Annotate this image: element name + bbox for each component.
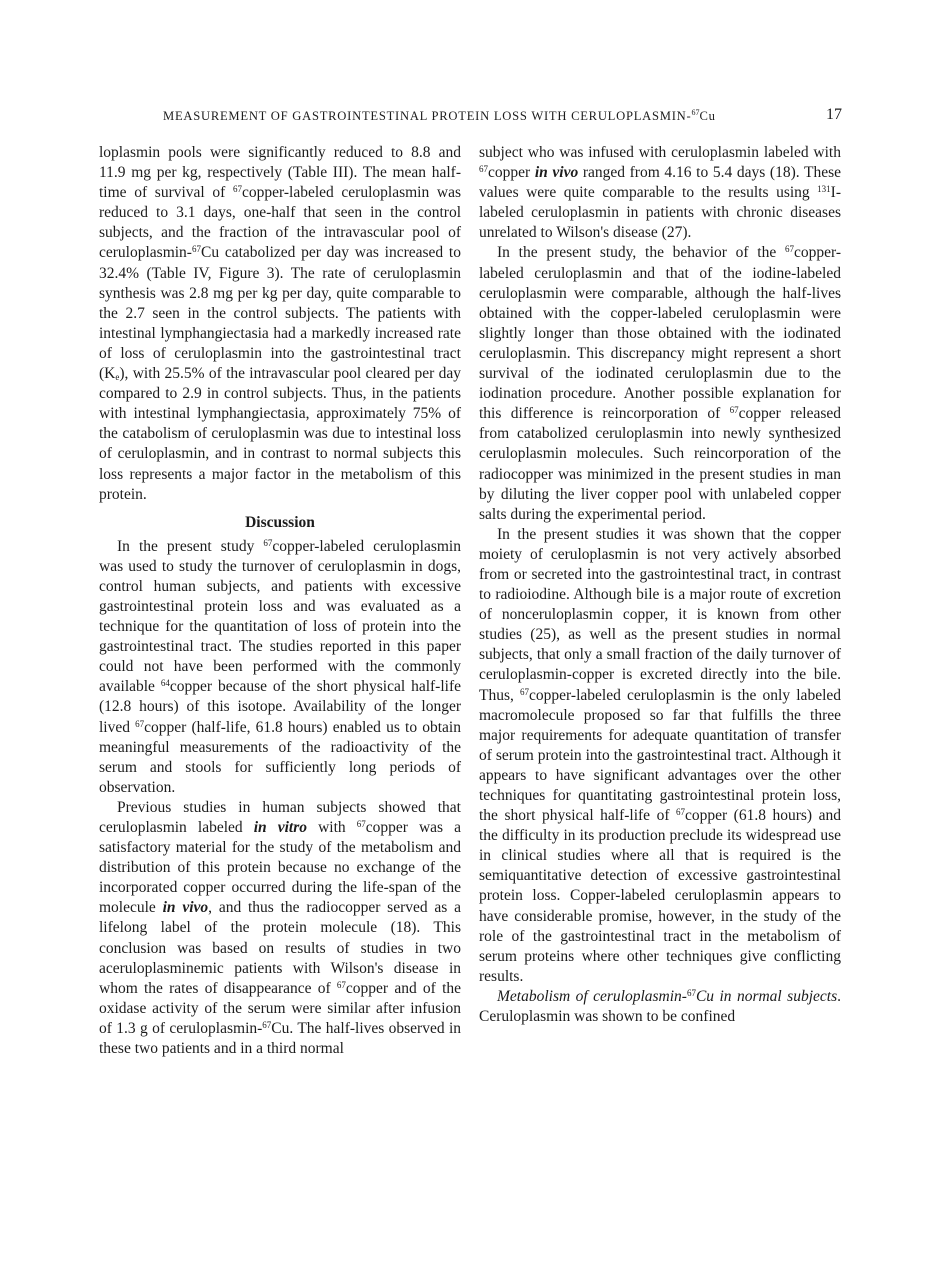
paragraph (99, 143, 461, 505)
superscript: 131 (817, 184, 831, 195)
paragraph (479, 987, 841, 1027)
paragraph (99, 537, 461, 798)
superscript: 67 (691, 108, 700, 117)
text-run: . Ceruloplasmin was shown to be confined (479, 987, 841, 1026)
superscript: 67 (135, 718, 145, 729)
superscript: 67 (356, 819, 366, 829)
text-run: copper was a satisfactory material for the study of the metabolism and distribution of this protein because no exchange of the incorporated copper occurred during the life-span of the molecule (99, 819, 462, 917)
paragraph (479, 243, 841, 524)
text-run: subject who was infused with ceruloplasmin labeled with (479, 144, 841, 161)
superscript: 67 (191, 244, 201, 255)
superscript: 67 (784, 244, 794, 255)
text-run: Previous studies in human subjects showed that ceruloplasmin labeled (99, 798, 461, 836)
running-title (163, 109, 716, 124)
text-run: Cu. The half-lives observed in these two patients and in a third normal (99, 1019, 461, 1058)
superscript: 67 (520, 686, 530, 697)
text-run: copper-labeled ceruloplasmin and that of the iodine-labeled ceruloplasmin were comparable, although the half-lives obtained with the copper-labeled ceruloplasmin were slightly longer than those obtained with the iodinated ceruloplasmin. This discrepancy might represent a short survival of the iodinated ceruloplasmin due to the iodination procedure. Another possible explanation for this difference is reincorporation of (479, 244, 841, 423)
superscript: 64 (160, 678, 170, 689)
text-run: copper (half-life, 61.8 hours) enabled us to obtain meaningful measurements of the radioactivity of the serum and stools for sufficiently long periods of observation. (99, 718, 461, 796)
running-title-text: MEASUREMENT OF GASTROINTESTINAL PROTEIN LOSS WITH CERULOPLASMIN- (163, 109, 692, 123)
text-run: I-labeled ceruloplasmin in patients with chronic diseases unrelated to Wilson's disease (27). (479, 184, 841, 242)
text-run: In the present study, the behavior of the (497, 244, 785, 262)
text-run: copper and of the oxidase activity of the serum were similar after infusion of 1.3 g of ceruloplasmin- (99, 979, 462, 1037)
text-run: copper because of the short physical half-life (12.8 hours) of this isotope. Availability of the longer lived (99, 678, 461, 736)
left-column (99, 143, 461, 1059)
paragraph (479, 143, 841, 243)
paragraph (479, 525, 841, 987)
text-run: ranged from 4.16 to 5.4 days (18). These values were quite comparable to the results using (479, 164, 841, 202)
text-run: In the present studies it was shown that the copper moiety of ceruloplasmin is not very actively absorbed from or secreted into the gastrointestinal tract, in contrast to radioiodine. Although bile is a major route of excretion of nonceruloplasmin copper, it is known from other studies (25), as well as the present studies in normal subjects, that only a small fraction of the daily turnover of ceruloplasmin-copper is excreted directly into the bile. Thus, (479, 525, 841, 704)
text-run: copper (61.8 hours) and the difficulty in its production preclude its widespread use in clinical studies where all that is required is the semiquantitative detection of excessive gastrointestinal protein loss. Copper-labeled ceruloplasmin appears to have considerable promise, however, in the study of the role of the gastrointestinal tract in the metabolism of serum proteins where other techniques give conflicting results. (479, 807, 841, 985)
superscript: 67 (729, 405, 739, 416)
text-run: Cu catabolized per day was increased to 32.4% (Table IV, Figure 3). The rate of ceruloplasmin synthesis was 2.8 mg per kg per day, quite comparable to the 2.7 seen in the control subjects. The patients with intestinal lymphangiectasia had a markedly increased rate of loss of ceruloplasmin into the gastrointestinal tract (K (99, 244, 461, 383)
superscript: 67 (686, 987, 696, 998)
superscript: 67 (232, 184, 242, 195)
text-run: copper released from catabolized ceruloplasmin into newly synthesized ceruloplasmin molecules. Such reincorporation of the radiocopper was minimized in the present studies in man by diluting the liver copper pool with unlabeled copper salts during the experimental period. (479, 405, 841, 523)
paragraph (99, 798, 461, 1059)
superscript: 67 (263, 537, 273, 548)
subscript: e (115, 372, 120, 383)
italic-heading: Metabolism of ceruloplasmin- (497, 987, 687, 1005)
italic-term: in vitro (253, 819, 307, 836)
text-run: copper-labeled ceruloplasmin is the only labeled macromolecule proposed so far that fulfills the three major requirements for adequate quantitation of transfer of serum protein into the gastrointestinal tract. Although it appears to have significant advantages over the other techniques for quantitating gastrointestinal protein loss, the short physical half-life of (479, 686, 842, 825)
superscript: 67 (336, 979, 346, 990)
superscript: 67 (262, 1019, 272, 1030)
running-title-text: Cu (699, 109, 716, 123)
text-run: copper (488, 164, 535, 182)
section-heading: Discussion (245, 513, 315, 531)
right-column (479, 143, 841, 1027)
text-run: ), with 25.5% of the intravascular pool cleared per day compared to 2.9 in control subjects. Thus, in the patients with intestinal lymphangiectasia, approximately 75% of the catabolism of ceruloplasmin was due to intestinal loss of ceruloplasmin, and in contrast to normal subjects this loss represents a major factor in the metabolism of this protein. (99, 365, 461, 503)
text-run: with (307, 819, 357, 836)
italic-term: in vivo (162, 899, 209, 917)
text-run: In the present study (117, 537, 264, 555)
text-run: loplasmin pools were significantly reduced to 8.8 and 11.9 mg per kg, respectively (Table III). The mean half-time of survival of (99, 144, 461, 202)
text-run: , and thus the radiocopper served as a lifelong label of the protein molecule (18). This conclusion was based on results of studies in two aceruloplasminemic patients with Wilson's disease in whom the rates of disappearance of (99, 899, 462, 997)
text-run: copper-labeled ceruloplasmin was used to study the turnover of ceruloplasmin in dogs, control human subjects, and patients with excessive gastrointestinal protein loss and was evaluated as a technique for the quantitation of loss of protein into the gastrointestinal tract. The studies reported in this paper could not have been performed with the commonly available (99, 537, 461, 696)
superscript: 67 (479, 164, 488, 175)
italic-heading: Cu in normal subjects (695, 987, 838, 1005)
running-head (100, 106, 842, 128)
text-run: copper-labeled ceruloplasmin was reduced to 3.1 days, one-half that seen in the control subjects, and the fraction of the intravascular pool of ceruloplasmin- (99, 184, 462, 262)
page-number: 17 (826, 106, 842, 123)
superscript: 67 (676, 807, 685, 818)
italic-term: in vivo (534, 164, 579, 182)
